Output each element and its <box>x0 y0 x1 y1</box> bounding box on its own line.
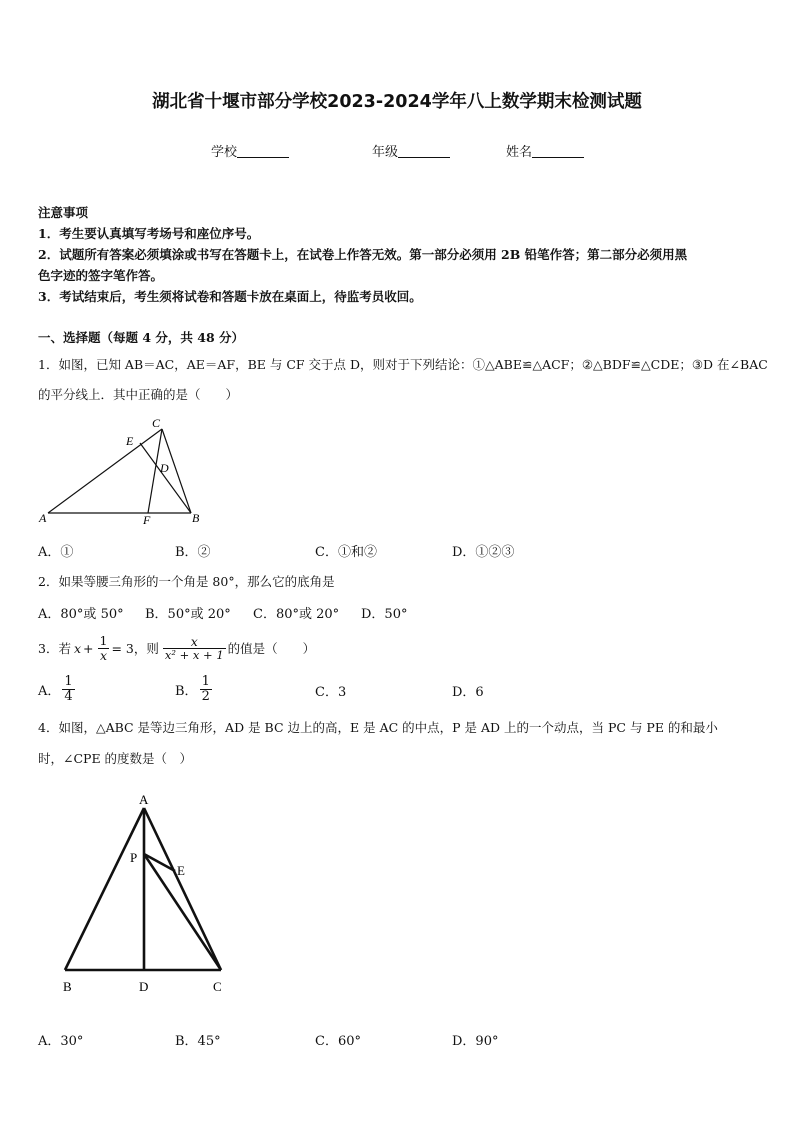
notice-item: 1．考生要认真填写考场号和座位序号。 <box>38 226 260 241</box>
q2-option-d[interactable]: D．50° <box>361 607 408 622</box>
q1-text-cont: 的平分线上．其中正确的是（ ） <box>38 387 239 402</box>
q2-option-c[interactable]: C．80°或 20° <box>253 607 340 622</box>
q4-option-d[interactable]: D．90° <box>452 1034 499 1049</box>
q3-option-a-label: A． <box>38 683 61 699</box>
q3-option-a-num: 1 <box>64 673 73 689</box>
q4-label-p: P <box>130 850 138 865</box>
q1-option-d[interactable]: D．①②③ <box>452 545 515 560</box>
q4-text-cont: 时，∠CPE 的度数是（ ） <box>38 751 193 766</box>
q1-label-e: E <box>126 434 134 448</box>
q1-label-c: C <box>152 416 161 430</box>
q4-label-b: B <box>63 979 72 994</box>
name-field[interactable] <box>506 141 584 160</box>
q3-x: x <box>73 640 82 656</box>
q3-option-a-den: 4 <box>64 688 73 704</box>
q3-frac1-den: x <box>99 647 107 663</box>
q1-label-b: B <box>192 511 200 525</box>
q3-option-b-den: 2 <box>201 688 210 704</box>
grade-blank[interactable] <box>398 145 450 158</box>
q1-option-c[interactable]: C．①和② <box>315 545 377 560</box>
q1-label-a: A <box>39 511 47 525</box>
q3-plus: + <box>83 640 94 656</box>
q3-option-d[interactable]: D．6 <box>452 685 484 700</box>
q4-option-a[interactable]: A．30° <box>38 1034 84 1049</box>
q3-frac1-num: 1 <box>99 633 108 649</box>
section-heading: 一、选择题（每题 4 分，共 48 分） <box>38 330 245 345</box>
q1-text: 1．如图，已知 AB＝AC，AE＝AF，BE 与 CF 交于点 D，则对于下列结论：①△ABE≌△ACF；②△BDF≌△CDE；③D 在∠BAC <box>38 357 768 372</box>
q3-frac2-num: x <box>190 633 198 649</box>
notice-item: 色字迹的签字笔作答。 <box>38 268 164 283</box>
q4-label-e: E <box>177 863 185 878</box>
q2-option-a[interactable]: A．80°或 50° <box>38 607 124 622</box>
q1-label-f: F <box>143 513 151 527</box>
q2-text: 2．如果等腰三角形的一个角是 80°，那么它的底角是 <box>38 574 335 589</box>
q3-option-b[interactable] <box>175 670 214 708</box>
q4-label-d: D <box>139 979 149 994</box>
name-blank[interactable] <box>532 145 584 158</box>
q4-text: 4．如图，△ABC 是等边三角形，AD 是 BC 边上的高，E 是 AC 的中点，P 是 AD 上的一个动点，当 PC 与 PE 的和最小 <box>38 720 718 735</box>
q4-label-c: C <box>213 979 222 994</box>
q3-option-c[interactable]: C．3 <box>315 685 347 700</box>
page-title: 湖北省十堰市部分学校2023-2024学年八上数学期末检测试题 <box>152 92 642 112</box>
q1-label-d: D <box>160 461 169 475</box>
q4-option-c[interactable]: C．60° <box>315 1034 361 1049</box>
q3-suffix: 的值是（ ） <box>227 641 316 656</box>
q4-figure <box>55 785 235 1000</box>
q3-option-b-label: B． <box>175 683 198 699</box>
q4-label-a: A <box>139 792 149 807</box>
q3-option-a[interactable] <box>38 670 77 708</box>
q3-frac-1-over-x <box>98 634 110 661</box>
q3-option-a-frac <box>62 675 74 703</box>
q1-option-b[interactable]: B．② <box>175 545 211 560</box>
q3-option-b-frac <box>200 675 212 703</box>
q1-option-a[interactable]: A．① <box>38 545 74 560</box>
q3-prefix: 3．若 <box>38 641 71 656</box>
notice-item: 3．考试结束后，考生须将试卷和答题卡放在桌面上，待监考员收回。 <box>38 289 422 304</box>
grade-field[interactable] <box>372 141 450 160</box>
grade-label: 年级 <box>372 145 399 160</box>
q3-text <box>38 628 315 668</box>
school-field[interactable] <box>211 141 289 160</box>
school-blank[interactable] <box>237 145 289 158</box>
notice-heading: 注意事项 <box>38 205 89 220</box>
school-label: 学校 <box>211 145 238 160</box>
q1-figure <box>36 410 206 530</box>
q4-option-b[interactable]: B．45° <box>175 1034 221 1049</box>
notice-item: 2．试题所有答案必须填涂或书写在答题卡上，在试卷上作答无效。第一部分必须用 2B 铅笔作答；第二部分必须用黑 <box>38 247 688 262</box>
q3-option-b-num: 1 <box>201 673 210 689</box>
q3-frac2-den: x² + x + 1 <box>164 648 224 663</box>
name-label: 姓名 <box>506 145 533 160</box>
q3-frac-expression <box>163 635 226 661</box>
q3-eq: = 3，则 <box>111 641 159 656</box>
q2-option-b[interactable]: B．50°或 20° <box>145 607 231 622</box>
